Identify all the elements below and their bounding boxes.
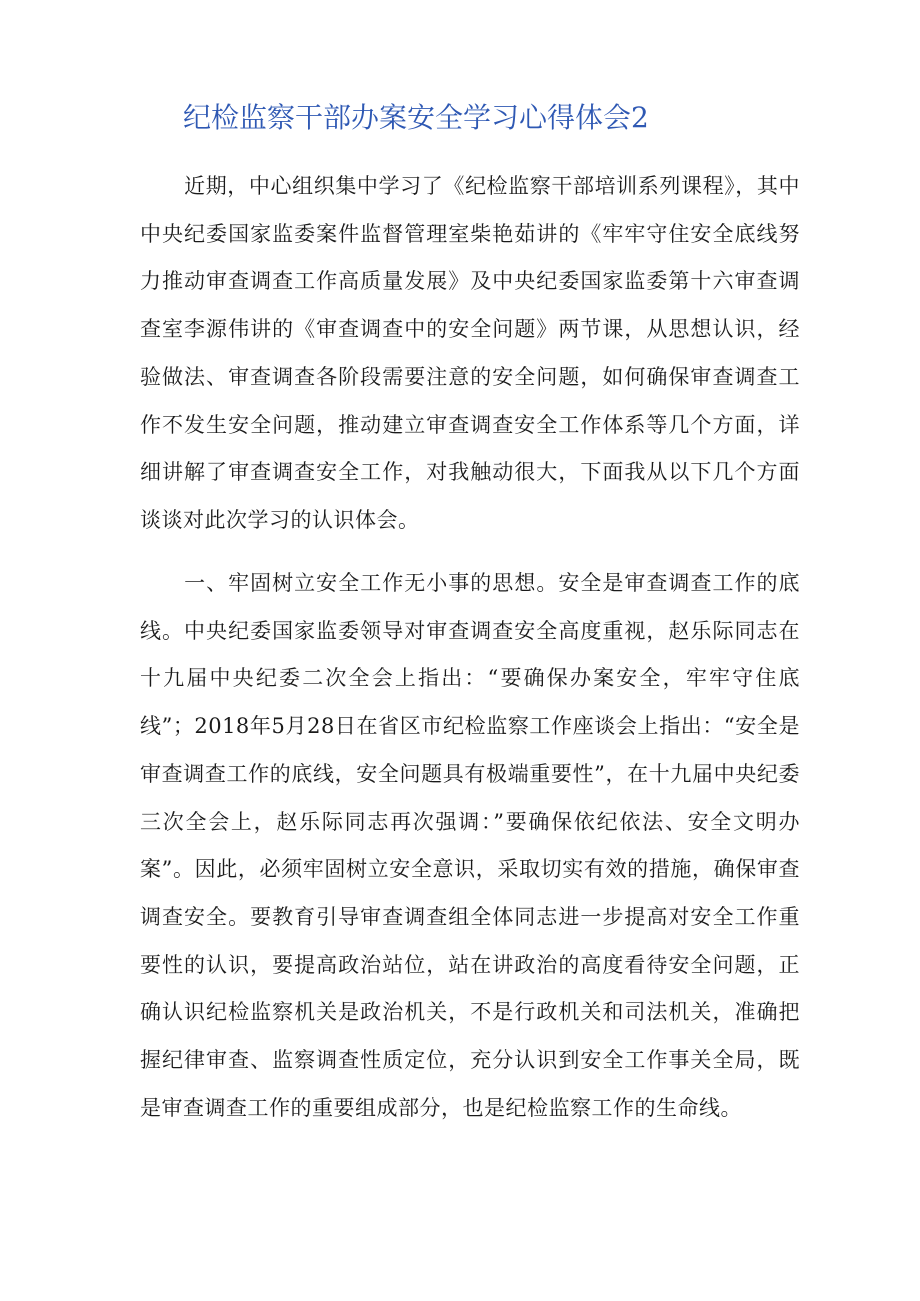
paragraph-introduction: 近期，中心组织集中学习了《纪检监察干部培训系列课程》，其中中央纪委国家监委案件监督管理室柴艳茹讲的《牢牢守住安全底线努力推动审查调查工作高质量发展》及中央纪委国家监委第十六审查调查室李源伟讲的《审查调查中的安全问题》两节课，从思想认识，经验做法、审查调查各阶段需要注意的安全问题，如何确保审查调查工作不发生安全问题，推动建立审查调查安全工作体系等几个方面，详细讲解了审查调查安全工作，对我触动很大，下面我从以下几个方面谈谈对此次学习的认识体会。 <box>140 174 800 532</box>
document-title: 纪检监察干部办案安全学习心得体会2 <box>183 101 649 134</box>
paragraph-section-one: 一、牢固树立安全工作无小事的思想。安全是审查调查工作的底线。中央纪委国家监委领导对审查调查安全高度重视，赵乐际同志在十九届中央纪委二次全会上指出：“要确保办案安全，牢牢守住底线”；2018年5月28日在省区市纪检监察工作座谈会上指出：“安全是审查调查工作的底线，安全问题具有极端重要性”，在十九届中央纪委三次全会上，赵乐际同志再次强调：”要确保依纪依法、安全文明办案”。因此，必须牢固树立安全意识，采取切实有效的措施，确保审查调查安全。要教育引导审查调查组全体同志进一步提高对安全工作重要性的认识，要提高政治站位，站在讲政治的高度看待安全问题，正确认识纪检监察机关是政治机关，不是行政机关和司法机关，准确把握纪律审查、监察调查性质定位，充分认识到安全工作事关全局，既是审查调查工作的重要组成部分，也是纪检监察工作的生命线。 <box>140 571 800 1120</box>
